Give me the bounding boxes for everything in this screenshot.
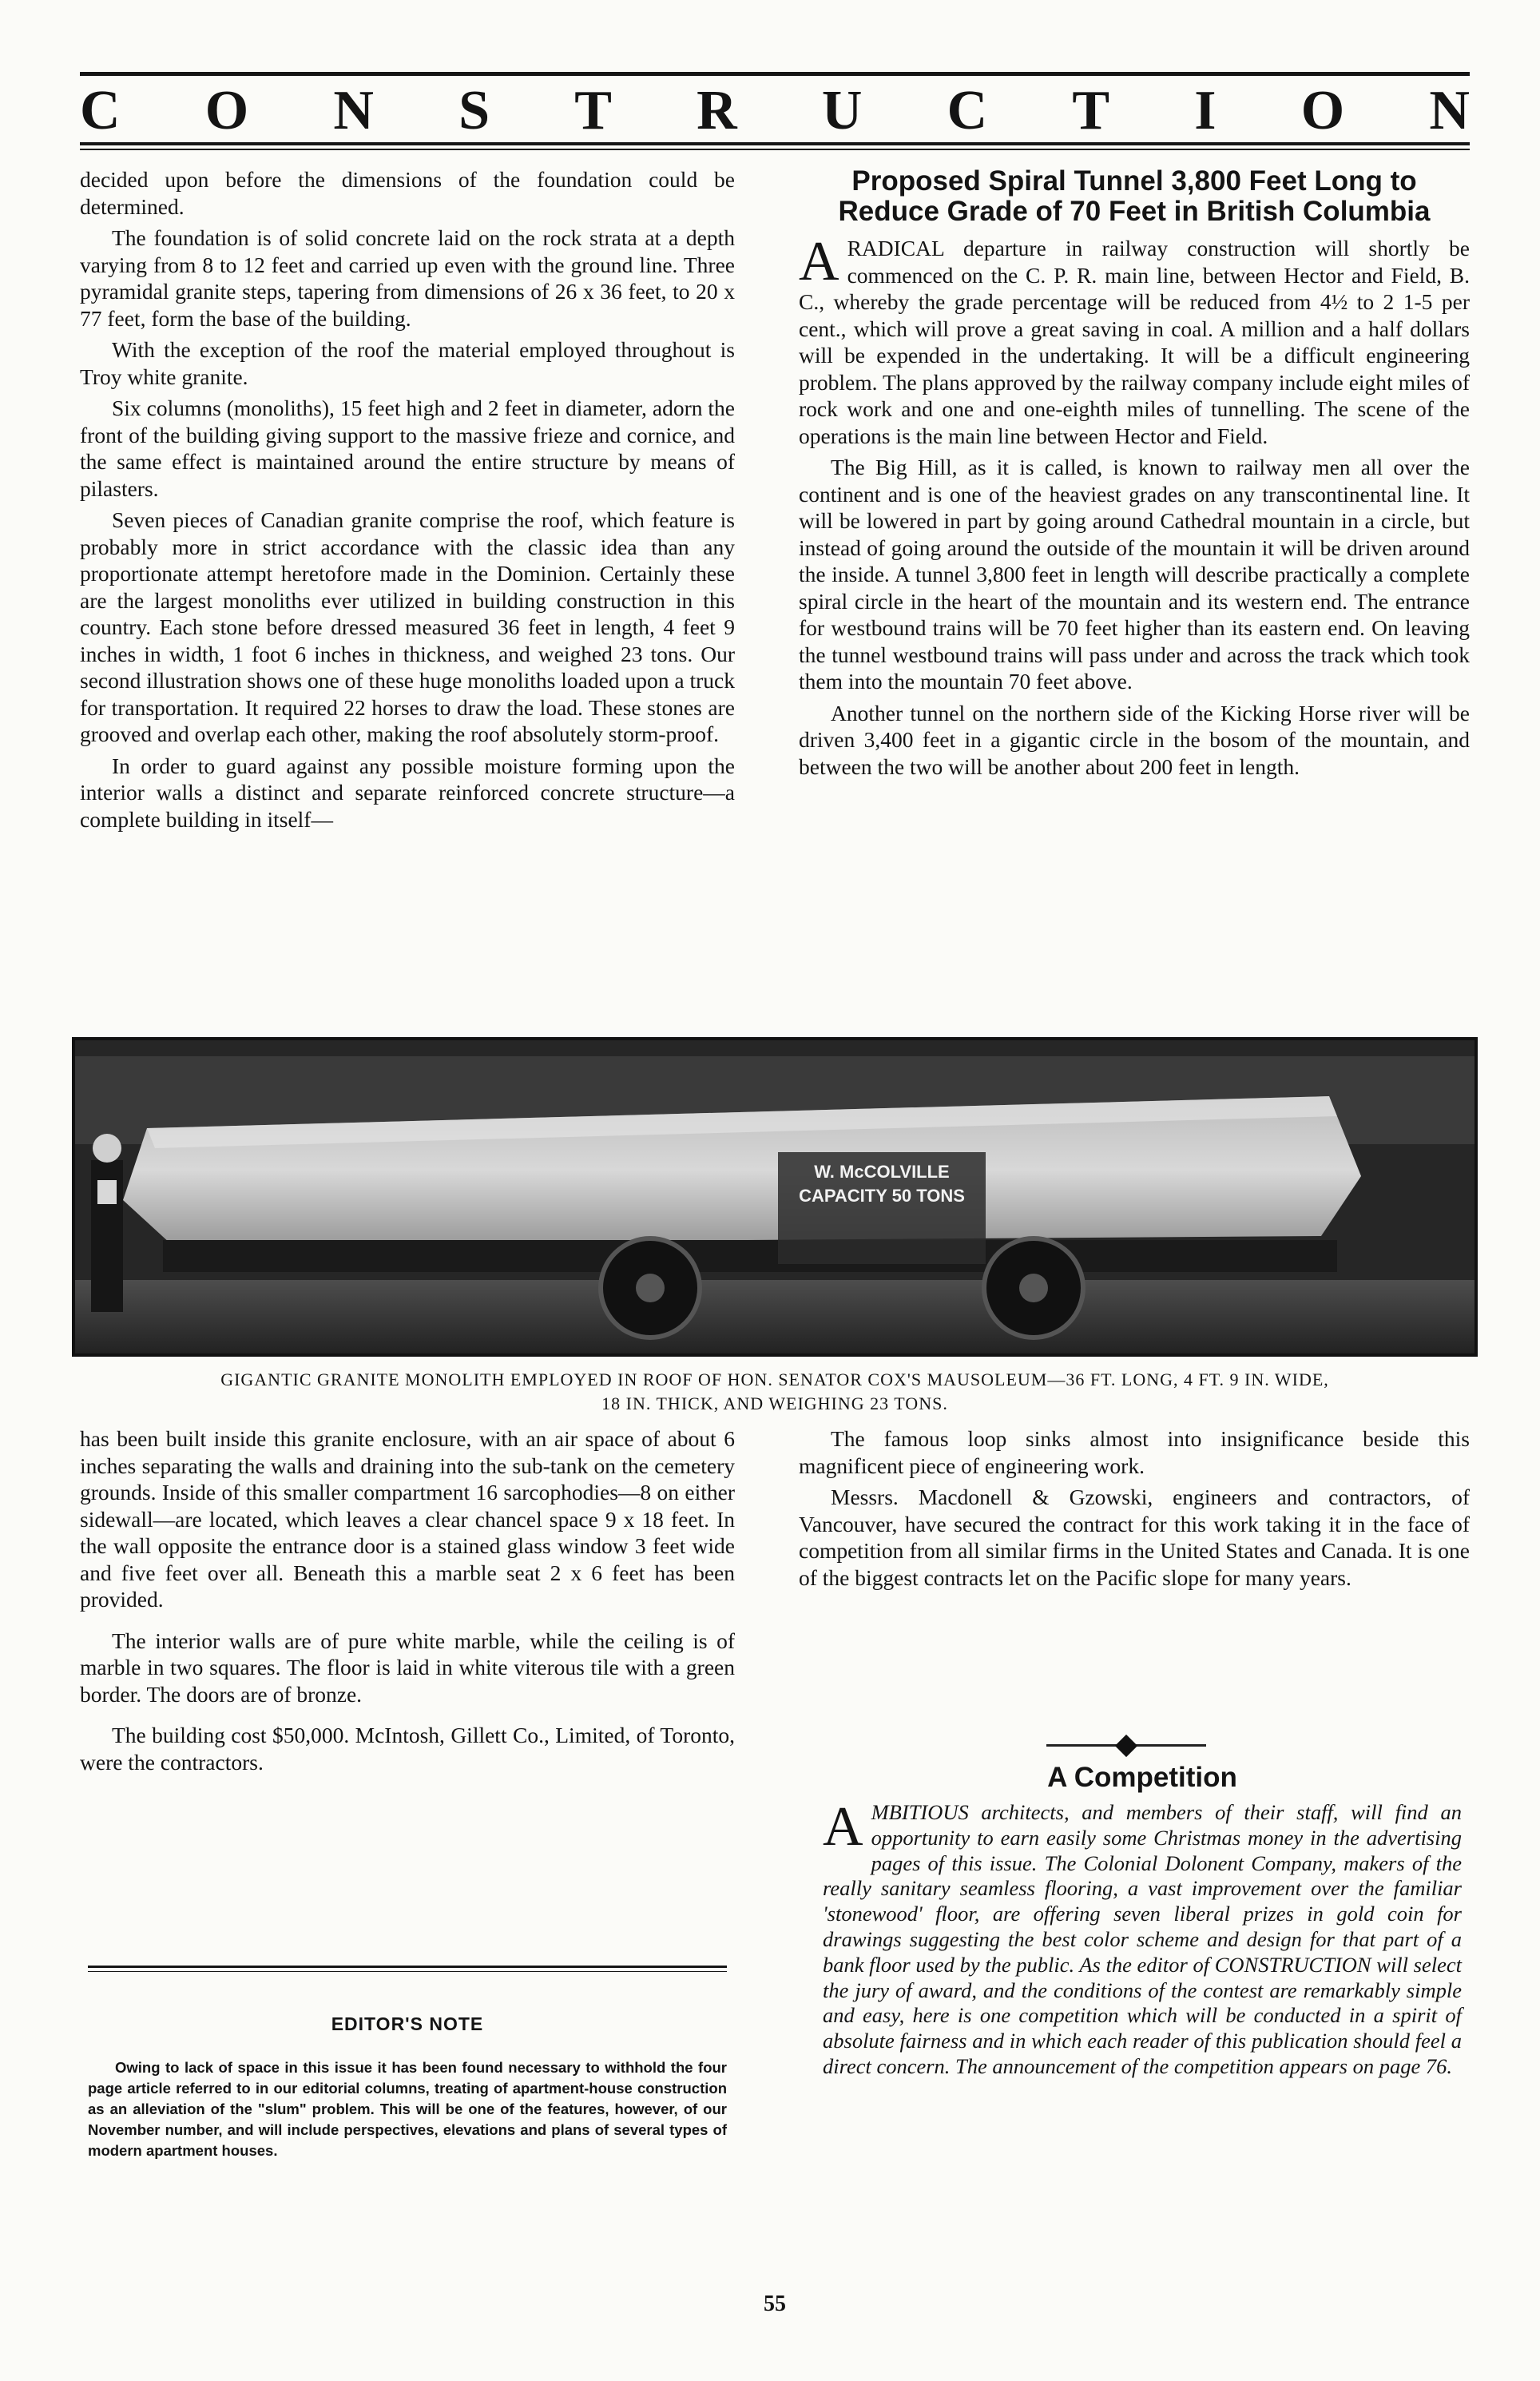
competition-article bbox=[823, 1762, 1462, 2085]
tunnel-first-paragraph-text: RADICAL departure in railway construction will shortly be commenced on the C. P. R. main line, between Hector and Field, B. C., whereby the grade percentage will be reduced from 4½ to 2 1-5 per cent., which will prove a great saving in coal. A million and a half dollars will be expended in the undertaking. It will be a difficult engineering problem. The plans approved by the railway company include eight miles of rock work and one and one-eighth miles of tunnelling. The scene of the operations is the main line between Hector and Field. bbox=[799, 236, 1470, 448]
body-paragraph: decided upon before the dimensions of the foundation could be determined. bbox=[80, 167, 735, 219]
masthead-letter: O bbox=[1300, 80, 1345, 141]
monolith-truck-illustration bbox=[75, 1040, 1475, 1353]
masthead bbox=[80, 75, 1470, 147]
editors-note-rule bbox=[88, 1966, 727, 1968]
body-paragraph: Six columns (monoliths), 15 feet high and 2 feet in diameter, adorn the front of the building giving support to the massive frieze and cornice, and the same effect is maintained around the entire structure by means of pilasters. bbox=[80, 396, 735, 501]
competition-headline: A Competition bbox=[1047, 1762, 1237, 1793]
masthead-letter: I bbox=[1194, 80, 1217, 141]
body-paragraph: Seven pieces of Canadian granite comprise the roof, which feature is probably more in strict accordance with the classic idea than any proportionate attempt heretofore made in the Dominion. Certainly these are the largest monoliths ever utilized in building construction in this country. Each stone before dressed measured 36 feet in length, 4 feet 9 inches in width, 1 foot 6 inches in thickness, and weighed 23 tons. Our second illustration shows one of these huge monoliths loaded upon a truck for transportation. It required 22 horses to draw the load. These stones are grooved and overlap each other, making the roof absolutely storm-proof. bbox=[80, 507, 735, 746]
right-column-bottom bbox=[799, 1425, 1470, 1596]
truck-capacity: CAPACITY 50 TONS bbox=[799, 1186, 965, 1206]
photo-caption-line-1: GIGANTIC GRANITE MONOLITH EMPLOYED IN ROOF OF HON. SENATOR COX'S MAUSOLEUM—36 FT. LONG, 4 FT. 9 IN. WIDE, bbox=[220, 1369, 1329, 1389]
tunnel-article bbox=[799, 166, 1470, 785]
editors-note-rule-thin bbox=[88, 1971, 727, 1972]
page-number: 55 bbox=[764, 2292, 786, 2316]
body-paragraph: With the exception of the roof the material employed throughout is Troy white granite. bbox=[80, 337, 735, 389]
body-paragraph: The famous loop sinks almost into insignificance beside this magnificent piece of engineering work. bbox=[799, 1426, 1470, 1478]
dropcap: A bbox=[799, 231, 839, 292]
masthead-rule-bottom-thin bbox=[80, 149, 1470, 150]
masthead-letter: R bbox=[697, 80, 737, 141]
masthead-letter: N bbox=[1429, 80, 1470, 141]
masthead-letter: T bbox=[1072, 80, 1110, 141]
tunnel-first-paragraph bbox=[799, 231, 1470, 449]
body-paragraph: Another tunnel on the northern side of the Kicking Horse river will be driven 3,400 feet in a gigantic circle in the bosom of the mountain, and between the two will be another about 200 feet in length. bbox=[799, 700, 1470, 779]
competition-text: MBITIOUS architects, and members of their staff, will find an opportunity to earn easily some Christmas money in the advertising pages of this issue. The Colonial Dolonent Company, makers of the really sanitary seamless flooring, a vast improvement over the familiar 'stonewood' floor, are offering seven liberal prizes in gold coin for drawings suggesting the best color scheme and design for that part of a bank floor used by the public. As the editor of CONSTRUCTION will select the jury of award, and the conditions of the contest are remarkably simple and easy, here is one competition which will be conducted in a spirit of absolute fairness and in which each reader of this publication should feel a direct concern. The announcement of the competition appears on page 76. bbox=[823, 1800, 1462, 2078]
editors-note-title: EDITOR'S NOTE bbox=[331, 2013, 484, 2034]
photo-caption-line-2: 18 IN. THICK, AND WEIGHING 23 TONS. bbox=[601, 1393, 948, 1413]
body-paragraph: The Big Hill, as it is called, is known to railway men all over the continent and is one of the heaviest grades on any transcontinental line. It will be lowered in part by going around Cathedral mountain in a circle, but instead of going around the outside of the mountain it will be driven around the inside. A tunnel 3,800 feet in length will describe practically a complete spiral circle in the heart of the mountain and its western end. The entrance for westbound trains will be 70 feet higher than its eastern end. On leaving the tunnel westbound trains will pass under and across the track which took them into the mountain 70 feet above. bbox=[799, 455, 1470, 694]
masthead-letter: C bbox=[947, 80, 988, 141]
truck-owner-name: W. McCOLVILLE bbox=[814, 1162, 950, 1182]
left-column-bottom bbox=[80, 1425, 735, 1780]
divider-ornament-icon bbox=[1115, 1735, 1137, 1757]
body-paragraph: The foundation is of solid concrete laid on the rock strata at a depth varying from 8 to 12 feet and carried up even with the ground line. Three pyramidal granite steps, tapering from dimensions of 26 x 36 feet, to 20 x 77 feet, form the base of the building. bbox=[80, 225, 735, 331]
body-paragraph: has been built inside this granite enclosure, with an air space of about 6 inches separating the walls and draining into the sub-tank on the cemetery grounds. Inside of this smaller compartment 16 sarcophodies—8 on either sidewall—are located, which leaves a clear chancel space 9 x 18 feet. In the wall opposite the entrance door is a stained glass window 3 feet wide and five feet over all. Beneath this a marble seat 2 x 6 feet has been provided. bbox=[80, 1426, 735, 1612]
body-paragraph: Messrs. Macdonell & Gzowski, engineers and contractors, of Vancouver, have secured the contract for this work taking it in the face of competition from all similar firms in the United States and Canada. It is one of the biggest contracts let on the Pacific slope for many years. bbox=[799, 1485, 1470, 1590]
editors-note bbox=[88, 2013, 727, 2161]
masthead-letter: N bbox=[333, 80, 374, 141]
masthead-letter: U bbox=[821, 80, 863, 141]
body-paragraph: The interior walls are of pure white marble, while the ceiling is of marble in two squares. The floor is laid in white viterous tile with a green border. The doors are of bronze. bbox=[80, 1628, 735, 1707]
truck-lettering bbox=[778, 1160, 986, 1208]
tunnel-headline: Proposed Spiral Tunnel 3,800 Feet Long to Reduce Grade of 70 Feet in British Columbia bbox=[838, 165, 1431, 227]
masthead-letter: C bbox=[80, 80, 121, 141]
masthead-rule-bottom bbox=[80, 142, 1470, 145]
masthead-letter: T bbox=[574, 80, 612, 141]
editors-note-text: Owing to lack of space in this issue it has been found necessary to withhold the four page article referred to in our editorial columns, treating of apartment-house construction as an alleviation of the "slum" problem. This will be one of the features, however, of our November number, and will include perspectives, elevations and plans of several types of modern apartment houses. bbox=[88, 2059, 727, 2159]
body-paragraph: The building cost $50,000. McIntosh, Gillett Co., Limited, of Toronto, were the contractors. bbox=[80, 1723, 735, 1775]
left-column-top bbox=[80, 166, 735, 837]
body-paragraph: In order to guard against any possible moisture forming upon the interior walls a distinct and separate reinforced concrete structure—a complete building in itself— bbox=[80, 753, 735, 832]
masthead-letter: O bbox=[204, 80, 249, 141]
dropcap: A bbox=[823, 1796, 863, 1858]
photo-caption bbox=[72, 1368, 1478, 1416]
masthead-letter: S bbox=[458, 80, 490, 141]
monolith-photograph bbox=[72, 1037, 1478, 1357]
competition-paragraph bbox=[823, 1796, 1462, 2080]
